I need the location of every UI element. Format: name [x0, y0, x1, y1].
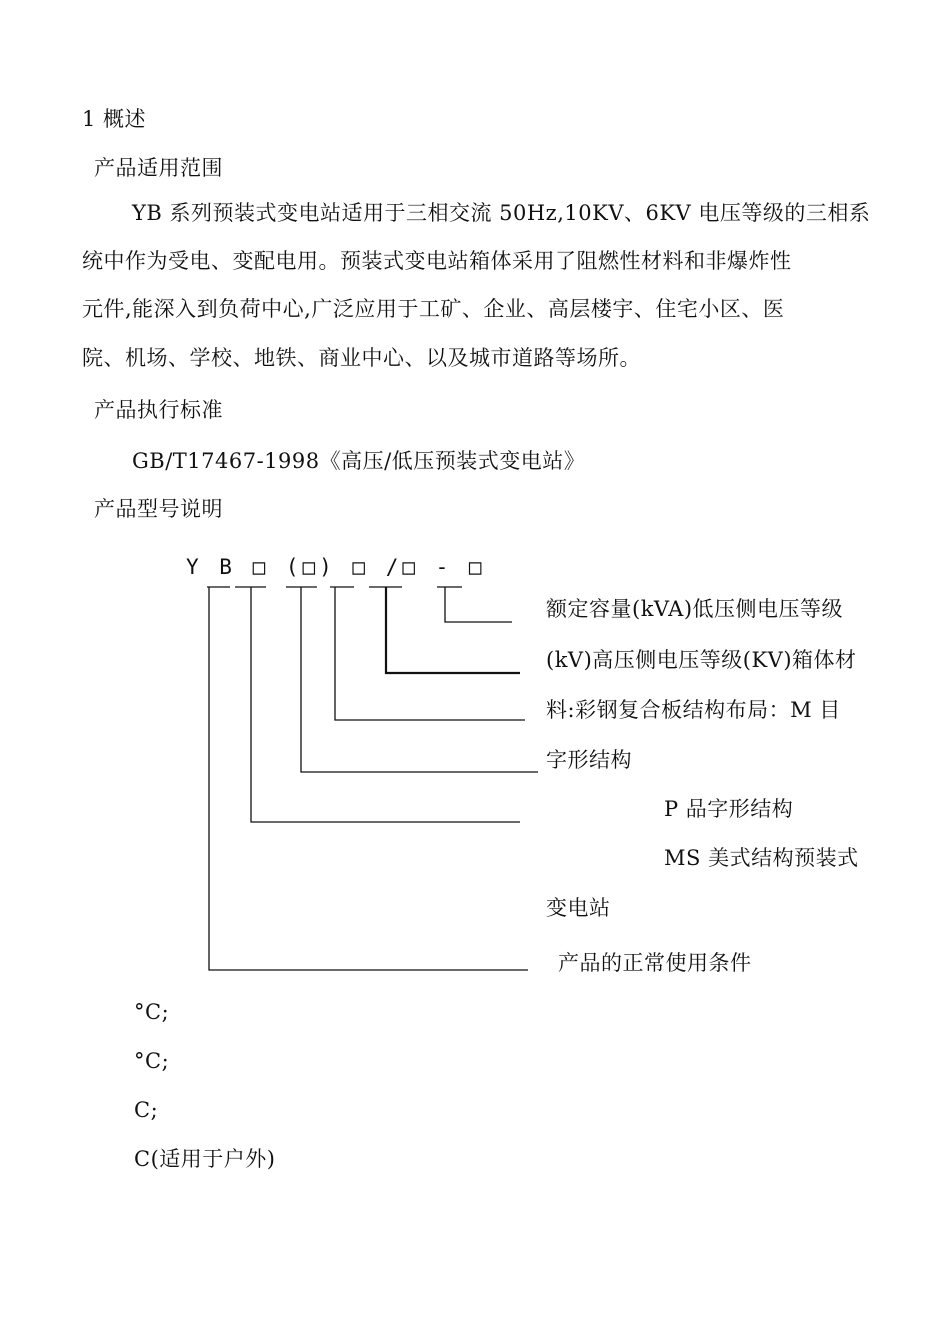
model-code: Y B □ (□) □ /□ - □	[186, 555, 486, 579]
section-title: 1 概述	[82, 107, 147, 131]
condition-line: C(适用于户外)	[134, 1147, 276, 1171]
bracket-voltage	[386, 587, 520, 673]
model-label: 字形结构	[546, 748, 632, 772]
model-label: 料:彩钢复合板结构布局：M 目	[546, 698, 841, 722]
applicability-line: 院、机场、学校、地铁、商业中心、以及城市道路等场所。	[82, 346, 641, 370]
model-label: 变电站	[546, 896, 611, 920]
bracket-capacity	[445, 587, 512, 622]
model-label: P 品字形结构	[664, 797, 794, 821]
applicability-heading: 产品适用范围	[94, 156, 223, 180]
applicability-line: 元件,能深入到负荷中心,广泛应用于工矿、企业、高层楼宇、住宅小区、医	[82, 297, 785, 321]
bracket-structure	[301, 587, 538, 772]
model-heading: 产品型号说明	[94, 497, 223, 521]
bracket-product	[209, 587, 528, 970]
model-label: 额定容量(kVA)低压侧电压等级	[546, 597, 844, 621]
bracket-material	[335, 587, 525, 720]
applicability-line: YB 系列预装式变电站适用于三相交流 50Hz,10KV、6KV 电压等级的三相系	[132, 201, 871, 225]
condition-line: °C;	[134, 1000, 170, 1024]
standard-text: GB/T17467-1998《高压/低压预装式变电站》	[132, 449, 586, 473]
model-label: MS 美式结构预装式	[664, 846, 859, 870]
condition-line: C;	[134, 1098, 159, 1122]
applicability-line: 统中作为受电、变配电用。预装式变电站箱体采用了阻燃性材料和非爆炸性	[82, 249, 792, 273]
bracket-p	[251, 587, 520, 822]
standard-heading: 产品执行标准	[94, 398, 223, 422]
condition-line: °C;	[134, 1049, 170, 1073]
model-label: (kV)高压侧电压等级(KV)箱体材	[546, 648, 857, 672]
model-last-label: 产品的正常使用条件	[558, 951, 752, 975]
